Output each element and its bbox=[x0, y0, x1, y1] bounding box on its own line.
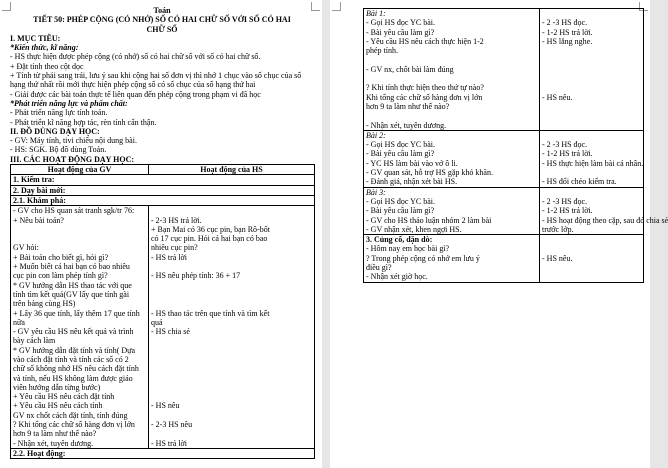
hs-activity-line: nhiêu cục pin? bbox=[151, 243, 198, 253]
gv-activity-line: nữa bbox=[13, 317, 25, 327]
materials-line: - GV: Máy tính, tivi chiếu nội dung bài. bbox=[10, 136, 137, 146]
hs-activity-line: - HS hoạt động theo cặp, sau đó chia sẻ bbox=[542, 215, 668, 225]
activity-row bbox=[364, 187, 644, 234]
hs-activity-line: - 1-2 HS trả lời. bbox=[542, 149, 593, 159]
gv-activity-cell bbox=[11, 206, 149, 449]
hs-activity-line: - 2 -3 HS đọc. bbox=[542, 196, 588, 206]
hs-activity-line bbox=[542, 235, 641, 244]
hs-activity-line: - HS nêu. bbox=[542, 92, 573, 102]
page-corner-mark bbox=[332, 2, 341, 11]
hs-activity-line bbox=[151, 374, 312, 383]
gv-activity-line: - Gọi HS đọc YC bài. bbox=[366, 18, 436, 28]
gv-activity-line: + Nêu bài toán? bbox=[13, 215, 64, 225]
competence-line: - Phát triển kĩ năng hợp tác, rèn tính cẩn thận. bbox=[10, 117, 157, 127]
gv-activity-line: + Lấy 36 que tính, lấy thêm 17 que tính bbox=[13, 308, 140, 318]
document-page-2 bbox=[330, 0, 668, 468]
gv-activity-line: cục pin con làm phép tính gì? bbox=[13, 271, 108, 281]
hs-activity-line bbox=[542, 111, 641, 120]
activities-table-continued bbox=[363, 8, 668, 283]
gv-activity-line bbox=[366, 55, 537, 64]
hs-activity-line bbox=[542, 263, 641, 272]
gv-activity-line: chữ số không nhớ HS nêu cách đặt tính bbox=[13, 364, 139, 374]
gv-activity-line: - Bài yêu cầu làm gì? bbox=[366, 206, 435, 216]
gv-activity-line: điều gì? bbox=[366, 263, 392, 273]
gv-activity-line: - GV cho HS quan sát tranh sgk/tr 76: bbox=[13, 206, 135, 216]
hs-activity-line bbox=[542, 74, 641, 83]
lesson-title: TIẾT 50: PHÉP CỘNG (CÓ NHỚ) SỐ CÓ HAI CHỮ SỐ VỚI SỐ CÓ HAI bbox=[33, 15, 291, 25]
hs-activity-line bbox=[151, 336, 312, 345]
hs-activity-line: - HS nêu. bbox=[542, 253, 573, 263]
gv-activity-line: - Gọi HS đọc YC bài. bbox=[366, 140, 436, 150]
activities-table bbox=[10, 164, 315, 459]
hs-activity-line bbox=[151, 392, 312, 401]
gv-activity-line: - GV yêu cầu HS nêu kết quả và trình bbox=[13, 327, 134, 337]
gv-activity-line: Bài 3: bbox=[366, 187, 386, 197]
objective-line: hạng thứ nhất rồi mới thực hiện phép cộng số có số chục của số hạng thứ hai bbox=[10, 80, 256, 90]
hs-activity-line bbox=[542, 188, 641, 197]
gv-activity-line: - Gọi HS đọc YC bài. bbox=[366, 196, 436, 206]
section-objectives-heading: I. MỤC TIÊU: bbox=[10, 33, 61, 43]
activity-row bbox=[364, 235, 644, 282]
hs-activity-line bbox=[542, 65, 641, 74]
gv-activity-line: hơn 9 ta làm như thế nào? bbox=[13, 429, 97, 439]
document-page-1 bbox=[0, 0, 322, 468]
gv-activity-line: * GV hướng dẫn đặt tính và tính( Dựa bbox=[13, 345, 136, 355]
hs-activity-line: - HS thao tác trên que tính và tìm kết bbox=[151, 308, 270, 318]
gv-activity-line: phép tính. bbox=[366, 46, 398, 56]
hs-activity-line bbox=[542, 131, 641, 140]
hs-activity-line bbox=[151, 429, 312, 438]
gv-activity-line: - GV nx, chốt bài làm đúng bbox=[366, 64, 454, 74]
row-practice: 2.2. Hoạt động: bbox=[11, 448, 315, 458]
gv-activity-line: Bài 2: bbox=[366, 130, 386, 140]
hs-activity-cell bbox=[149, 206, 315, 449]
hs-activity-line: - 2-3 HS nêu bbox=[151, 420, 193, 430]
hs-activity-line bbox=[542, 46, 641, 55]
gv-activity-line: - Nhận xét, tuyên dương. bbox=[13, 438, 94, 448]
row-new-lesson: 2. Dạy bài mới: bbox=[11, 185, 315, 195]
gv-activity-line: 3. Củng cố, dặn dò: bbox=[366, 235, 433, 245]
gv-activity-line: + Yêu cầu HS nêu cách tính bbox=[13, 401, 103, 411]
hs-activity-line bbox=[151, 281, 312, 290]
gv-activity-cell bbox=[364, 187, 540, 234]
hs-activity-line bbox=[542, 272, 641, 281]
hs-activity-line: có 17 cục pin. Hỏi cả hai bạn có bao bbox=[151, 234, 268, 244]
hs-activity-line bbox=[151, 346, 312, 355]
gv-activity-line: GV hỏi: bbox=[13, 243, 39, 253]
activity-row bbox=[364, 9, 644, 131]
hs-activity-line: - 1-2 HS trả lời. bbox=[542, 27, 593, 37]
gv-activity-line: - Hôm nay em học bài gì? bbox=[366, 244, 450, 254]
hs-activity-line bbox=[151, 290, 312, 299]
hs-activity-line bbox=[542, 102, 641, 111]
gv-activity-line: tính tìm kết quả(GV lấy que tính gài bbox=[13, 289, 130, 299]
hs-activity-line bbox=[542, 83, 641, 92]
gv-activity-line: - GV nhận xét, khen ngợi HS. bbox=[366, 224, 462, 234]
hs-activity-line: - HS nêu bbox=[151, 401, 180, 411]
hs-activity-line: - 2 -3 HS đọc. bbox=[542, 140, 588, 150]
gv-activity-line: - GV quan sát, hỗ trợ HS gặp khó khăn. bbox=[366, 168, 493, 178]
objective-line: + Tính từ phải sang trái, lưu ý sau khi cộng hai số đơn vị thì nhớ 1 chục vào số chục của số bbox=[10, 71, 302, 81]
gv-activity-line: - YC HS làm bài vào vở ô li. bbox=[366, 158, 458, 168]
hs-activity-line bbox=[542, 244, 641, 253]
hs-activity-cell bbox=[540, 130, 644, 187]
hs-activity-line: - HS thực hiện làm bài cá nhân. bbox=[542, 158, 644, 168]
hs-activity-line bbox=[151, 355, 312, 364]
col-header-hs: Hoạt động của HS bbox=[149, 165, 315, 175]
section-materials-heading: II. ĐỒ DÙNG DẠY HỌC: bbox=[10, 126, 100, 136]
objective-line: - Giải được các bài toán thực tế liên quan đến phép cộng trong phạm vi đã học bbox=[10, 89, 261, 99]
competence-heading: *Phát triển năng lực và phẩm chất: bbox=[10, 98, 128, 108]
subject-label: Toán bbox=[153, 6, 171, 15]
hs-activity-line bbox=[542, 168, 641, 177]
gv-activity-line: + Yêu cầu HS nêu cách đặt tính bbox=[13, 392, 115, 402]
activity-row bbox=[364, 130, 644, 187]
hs-activity-line: - HS lắng nghe. bbox=[542, 36, 593, 46]
hs-activity-cell bbox=[540, 187, 668, 234]
gv-activity-line bbox=[366, 111, 537, 120]
gv-activity-line: + Muốn biết cả hai bạn có bao nhiêu bbox=[13, 262, 130, 272]
gv-activity-line: - Nhận xét, tuyên dương. bbox=[366, 120, 447, 130]
gv-activity-cell bbox=[364, 235, 540, 282]
hs-activity-line: quả bbox=[151, 317, 163, 327]
hs-activity-cell bbox=[540, 9, 644, 131]
materials-line: - HS: SGK. Bộ đồ dùng Toán. bbox=[10, 145, 107, 155]
gv-activity-line bbox=[13, 225, 146, 234]
hs-activity-line bbox=[151, 411, 312, 420]
gv-activity-line: - Bài yêu cầu làm gì? bbox=[366, 27, 435, 37]
gv-activity-line: ? Khi tổng các chữ số hàng đơn vị lớn bbox=[13, 420, 135, 430]
hs-activity-cell bbox=[540, 235, 644, 282]
hs-activity-line bbox=[151, 206, 312, 215]
hs-activity-line bbox=[542, 55, 641, 64]
objective-line: + Đặt tính theo cột dọc bbox=[10, 61, 84, 71]
hs-activity-line: - 2 -3 HS đọc. bbox=[542, 18, 588, 28]
gv-activity-line: Bài 1: bbox=[366, 9, 386, 18]
gv-activity-line: GV nx chốt cách đặt tính, tính đúng bbox=[13, 410, 128, 420]
hs-activity-line: - 1-2 HS trả lời. bbox=[542, 206, 593, 216]
knowledge-skills-heading: *Kiến thức, kĩ năng: bbox=[10, 43, 79, 53]
gv-activity-line: trên bảng cùng HS) bbox=[13, 299, 76, 309]
gv-activity-line: viên hướng dẫn từng bước) bbox=[13, 382, 101, 392]
hs-activity-line: trước lớp. bbox=[542, 224, 574, 234]
hs-activity-line bbox=[542, 9, 641, 18]
gv-activity-line bbox=[13, 234, 146, 243]
hs-activity-line bbox=[151, 262, 312, 271]
hs-activity-line: - HS chia sẻ bbox=[151, 327, 190, 337]
gv-activity-line: + Bài toán cho biết gì, hỏi gì? bbox=[13, 252, 109, 262]
gv-activity-line: ? Khi tính thực hiện theo thứ tự nào? bbox=[366, 83, 484, 93]
hs-activity-line: - HS nêu phép tính: 36 + 17 bbox=[151, 271, 241, 281]
gv-activity-line: ? Trong phép cộng có nhớ em lưu ý bbox=[366, 253, 480, 263]
gv-activity-line: và tính, nếu HS không làm được giáo bbox=[13, 373, 133, 383]
hs-activity-line bbox=[542, 121, 641, 130]
gv-activity-line: * GV hướng dẫn HS thao tác với que bbox=[13, 280, 132, 290]
lesson-title-cont: CHỮ SỐ bbox=[146, 24, 178, 34]
gv-activity-line: vào cách đặt tính và tính các số có 2 bbox=[13, 354, 129, 364]
competence-line: - Phát triển năng lực tính toán. bbox=[10, 108, 108, 118]
hs-activity-line: - 2-3 HS trả lời. bbox=[151, 215, 202, 225]
hs-activity-line: - HS trả lời bbox=[151, 252, 188, 262]
gv-activity-line: - Đánh giá, nhận xét bài HS. bbox=[366, 177, 458, 187]
hs-activity-line bbox=[151, 364, 312, 373]
hs-activity-line: - HS trả lời bbox=[151, 438, 188, 448]
gv-activity-line: hơn 9 ta làm như thế nào? bbox=[366, 101, 450, 111]
gv-activity-line: - Bài yêu cầu làm gì? bbox=[366, 149, 435, 159]
hs-activity-line: - HS đổi chéo kiểm tra. bbox=[542, 177, 617, 187]
gv-activity-line: bày cách làm bbox=[13, 336, 56, 346]
hs-activity-line bbox=[151, 383, 312, 392]
gv-activity-line: - Yêu cầu HS nêu cách thực hiện 1-2 bbox=[366, 36, 484, 46]
hs-activity-line bbox=[151, 299, 312, 308]
hs-activity-line: + Bạn Mai có 36 cục pin, bạn Rô-bốt bbox=[151, 224, 270, 234]
gv-activity-cell bbox=[364, 9, 540, 131]
section-activities-heading: III. CÁC HOẠT ĐỘNG DẠY HỌC: bbox=[10, 154, 135, 164]
row-check: 1. Kiểm tra: bbox=[11, 175, 315, 185]
objective-line: - HS thực hiện được phép cộng (có nhớ) số có hai chữ số với số có hai chữ số. bbox=[10, 52, 261, 62]
row-explore: 2.1. Khám phá: bbox=[11, 195, 315, 205]
col-header-gv: Hoạt động của GV bbox=[11, 165, 149, 175]
gv-activity-line: - Nhận xét giờ học. bbox=[366, 272, 428, 282]
gv-activity-cell bbox=[364, 130, 540, 187]
gv-activity-line bbox=[366, 74, 537, 83]
gv-activity-line: - GV cho HS thảo luận nhóm 2 làm bài bbox=[366, 215, 492, 225]
gv-activity-line: Khi tổng các chữ số hàng đơn vị lớn bbox=[366, 92, 483, 102]
